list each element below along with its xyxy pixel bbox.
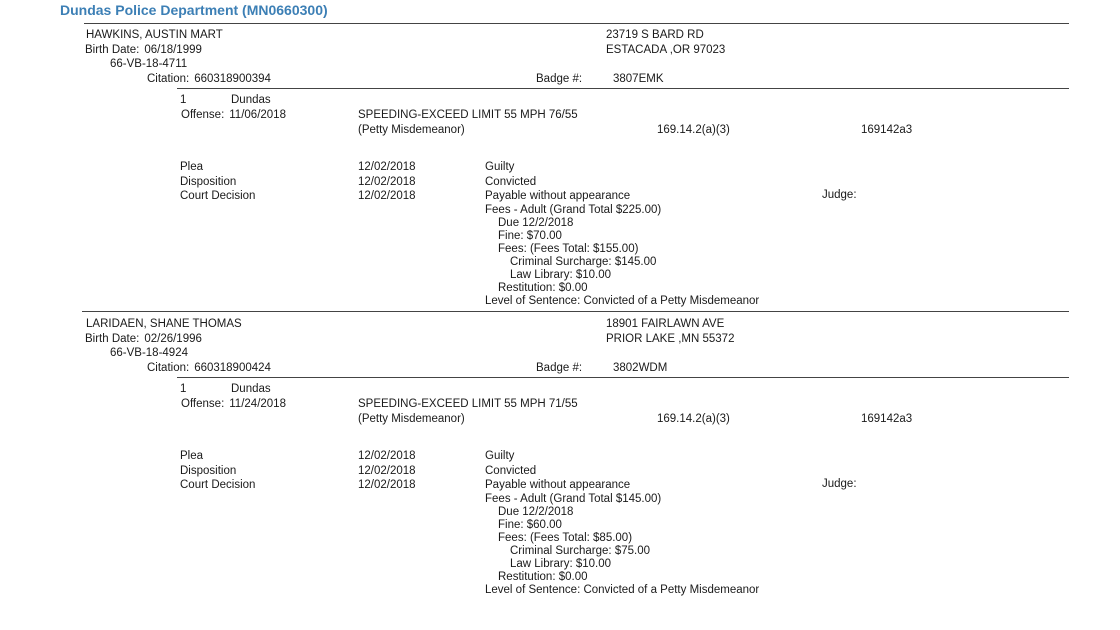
case-number: 66-VB-18-4711 — [110, 58, 188, 70]
address-line1: 23719 S BARD RD — [606, 29, 704, 41]
outcome-labels — [180, 160, 255, 204]
offense-location: Dundas — [231, 94, 271, 106]
citation-label: Citation: — [147, 362, 190, 374]
fees-grand-total: Fees - Adult (Grand Total $225.00) — [485, 204, 662, 216]
law-library: Law Library: $10.00 — [510, 269, 612, 281]
fees-total: Fees: (Fees Total: $85.00) — [498, 532, 633, 544]
offense-date — [181, 109, 286, 123]
decision-value: Payable without appearance — [485, 190, 631, 202]
outcome-values — [485, 449, 630, 493]
court-decision-label: Court Decision — [180, 190, 256, 202]
birth-date — [85, 333, 202, 347]
outcome-labels — [180, 449, 255, 493]
sentence-details — [485, 493, 759, 597]
birth-date-label: Birth Date: — [85, 44, 140, 56]
defendant-name: LARIDAEN, SHANE THOMAS — [86, 318, 242, 330]
disposition-value: Convicted — [485, 464, 537, 477]
due-date: Due 12/2/2018 — [498, 506, 574, 518]
law-library: Law Library: $10.00 — [510, 558, 612, 570]
address-line2: PRIOR LAKE ,MN 55372 — [606, 333, 735, 345]
criminal-surcharge: Criminal Surcharge: $75.00 — [510, 545, 650, 557]
disposition-date: 12/02/2018 — [358, 175, 416, 188]
badge-label: Badge #: — [536, 73, 583, 85]
sentence-details — [485, 204, 759, 308]
plea-value: Guilty — [485, 161, 515, 173]
count-number: 1 — [180, 94, 187, 106]
citation — [147, 73, 271, 87]
fees-grand-total: Fees - Adult (Grand Total $145.00) — [485, 493, 662, 505]
decision-date: 12/02/2018 — [358, 479, 416, 491]
offense-class: (Petty Misdemeanor) — [358, 124, 465, 136]
divider — [177, 88, 1069, 89]
judge-label: Judge: — [822, 189, 857, 201]
offense-date — [181, 398, 286, 412]
offense-location: Dundas — [231, 383, 271, 395]
fine: Fine: $70.00 — [498, 230, 562, 242]
offense-date-value: 11/06/2018 — [229, 109, 286, 121]
disposition-date: 12/02/2018 — [358, 464, 416, 477]
restitution: Restitution: $0.00 — [498, 282, 588, 294]
decision-date: 12/02/2018 — [358, 190, 416, 202]
divider — [84, 23, 1069, 24]
court-decision-label: Court Decision — [180, 479, 256, 491]
statute: 169.14.2(a)(3) — [657, 413, 730, 425]
offense-date-value: 11/24/2018 — [229, 398, 286, 410]
citation-value: 660318900394 — [194, 73, 271, 85]
offense-description: SPEEDING-EXCEED LIMIT 55 MPH 71/55 — [358, 398, 578, 410]
fine: Fine: $60.00 — [498, 519, 562, 531]
birth-date — [85, 44, 202, 58]
outcome-values — [485, 160, 630, 204]
criminal-surcharge: Criminal Surcharge: $145.00 — [510, 256, 657, 268]
sentence-level: Level of Sentence: Convicted of a Petty Misdemeanor — [485, 295, 760, 307]
birth-date-value: 02/26/1996 — [144, 333, 202, 345]
divider — [177, 377, 1069, 378]
decision-value: Payable without appearance — [485, 479, 631, 491]
fees-total: Fees: (Fees Total: $155.00) — [498, 243, 639, 255]
plea-date: 12/02/2018 — [358, 450, 416, 462]
case-number: 66-VB-18-4924 — [110, 347, 188, 359]
birth-date-label: Birth Date: — [85, 333, 140, 345]
badge-value: 3807EMK — [613, 73, 664, 85]
disposition-label: Disposition — [180, 464, 237, 477]
disposition-label: Disposition — [180, 175, 237, 188]
plea-date: 12/02/2018 — [358, 161, 416, 173]
offense-code: 169142a3 — [861, 124, 913, 136]
divider — [82, 311, 1069, 312]
citation-label: Citation: — [147, 73, 190, 85]
offense-class: (Petty Misdemeanor) — [358, 413, 465, 425]
outcome-dates — [358, 449, 416, 493]
defendant-name: HAWKINS, AUSTIN MART — [86, 29, 223, 41]
offense-label: Offense: — [181, 109, 225, 121]
badge-value: 3802WDM — [613, 362, 668, 374]
badge-label: Badge #: — [536, 362, 583, 374]
birth-date-value: 06/18/1999 — [144, 44, 202, 56]
restitution: Restitution: $0.00 — [498, 571, 588, 583]
citation — [147, 362, 271, 376]
statute: 169.14.2(a)(3) — [657, 124, 730, 136]
offense-description: SPEEDING-EXCEED LIMIT 55 MPH 76/55 — [358, 109, 578, 121]
plea-label: Plea — [180, 450, 204, 462]
citation-value: 660318900424 — [194, 362, 271, 374]
plea-value: Guilty — [485, 450, 515, 462]
due-date: Due 12/2/2018 — [498, 217, 574, 229]
disposition-value: Convicted — [485, 175, 537, 188]
outcome-dates — [358, 160, 416, 204]
judge-label: Judge: — [822, 478, 857, 490]
address-line1: 18901 FAIRLAWN AVE — [606, 318, 725, 330]
count-number: 1 — [180, 383, 187, 395]
offense-code: 169142a3 — [861, 413, 913, 425]
address-line2: ESTACADA ,OR 97023 — [606, 44, 726, 56]
sentence-level: Level of Sentence: Convicted of a Petty Misdemeanor — [485, 584, 760, 596]
plea-label: Plea — [180, 161, 204, 173]
department-title: Dundas Police Department (MN0660300) — [60, 2, 328, 18]
offense-label: Offense: — [181, 398, 225, 410]
